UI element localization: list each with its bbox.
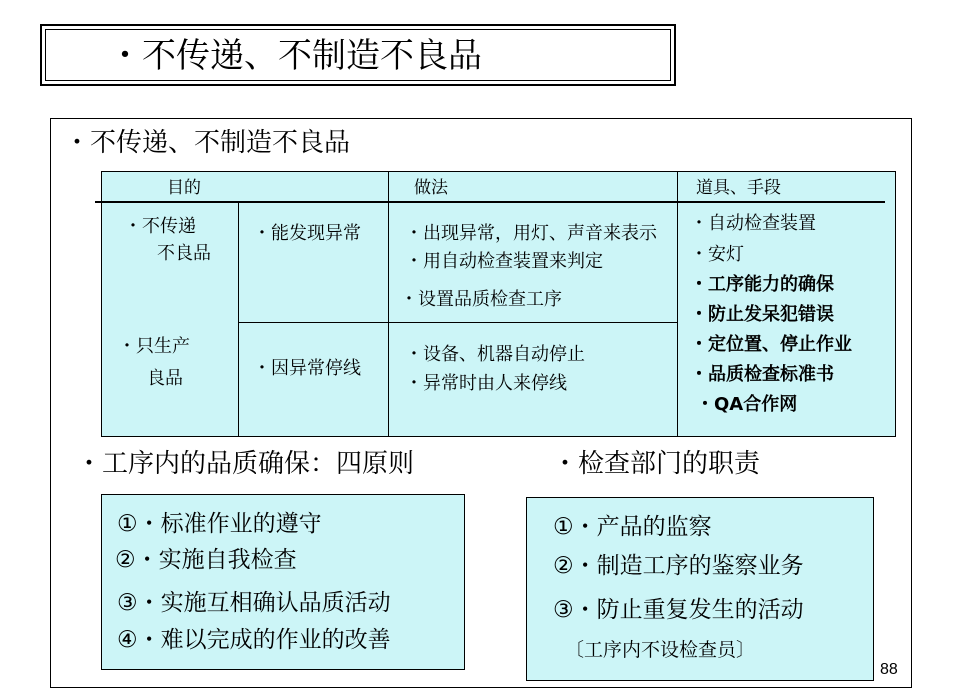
method-text: ・用自动检查装置来判定 xyxy=(405,251,603,272)
purpose-text: 良品 xyxy=(147,368,183,389)
method-text: ・异常时由人来停线 xyxy=(405,373,567,394)
method-text: ・设备、机器自动停止 xyxy=(405,344,585,365)
header-method: 做法 xyxy=(414,178,448,198)
list-item: ④・难以完成的作业的改善 xyxy=(117,627,391,653)
tool-text: ・防止发呆犯错误 xyxy=(690,304,834,325)
table-border-top xyxy=(101,171,896,172)
header-purpose: 目的 xyxy=(167,178,201,198)
note-text: 〔工序内不设检查员〕 xyxy=(565,639,756,661)
table-col-divider xyxy=(677,171,678,436)
table-header-divider xyxy=(95,201,885,203)
table-col-divider xyxy=(388,171,389,436)
section-heading: ・工序内的品质确保：四原则 xyxy=(76,449,415,479)
principles-box xyxy=(101,494,465,670)
tool-text: ・定位置、停止作业 xyxy=(690,334,852,355)
header-tools: 道具、手段 xyxy=(696,178,781,198)
page-title: ・不传递、不制造不良品 xyxy=(108,36,482,76)
tool-text: ・QA合作网 xyxy=(696,394,798,415)
condition-text: ・因异常停线 xyxy=(253,358,361,379)
table-border-right xyxy=(895,171,896,436)
section-heading: ・检查部门的职责 xyxy=(552,449,761,479)
title-box xyxy=(40,24,676,86)
list-item: ③・防止重复发生的活动 xyxy=(553,597,804,623)
section-heading: ・不传递、不制造不良品 xyxy=(64,128,351,158)
tool-text: ・自动检查装置 xyxy=(690,213,816,234)
tool-text: ・安灯 xyxy=(690,244,744,265)
list-item: ②・实施自我检查 xyxy=(115,547,297,573)
list-item: ①・产品的监察 xyxy=(553,514,712,540)
list-item: ①・标准作业的遵守 xyxy=(117,511,322,537)
list-item: ②・制造工序的鉴察业务 xyxy=(553,553,804,579)
tool-text: ・品质检查标准书 xyxy=(690,364,834,385)
tool-text: ・工序能力的确保 xyxy=(690,274,834,295)
inspection-duties-box xyxy=(526,497,874,681)
method-text: ・出现异常，用灯、声音来表示 xyxy=(405,223,657,244)
table-col-divider xyxy=(238,203,239,436)
purpose-text: 不良品 xyxy=(157,243,211,264)
method-text: ・设置品质检查工序 xyxy=(400,289,562,310)
list-item: ③・实施互相确认品质活动 xyxy=(117,590,391,616)
purpose-text: ・只生产 xyxy=(118,336,190,357)
condition-text: ・能发现异常 xyxy=(253,223,361,244)
table-border-left xyxy=(101,171,102,436)
purpose-text: ・不传递 xyxy=(124,216,196,237)
table-row-divider xyxy=(238,322,677,323)
table-border-bottom xyxy=(101,436,896,437)
page-number: 88 xyxy=(880,661,898,678)
